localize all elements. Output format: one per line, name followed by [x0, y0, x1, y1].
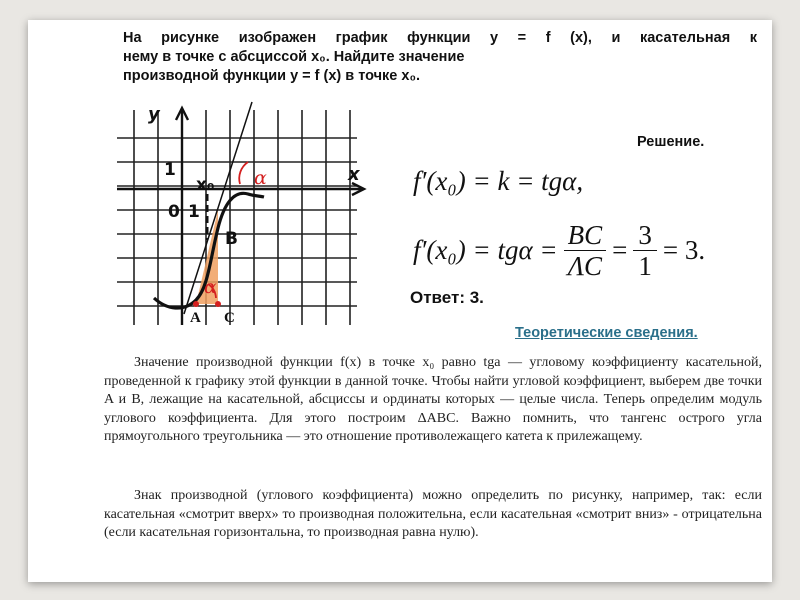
- grid: [117, 110, 357, 325]
- label-one-x: 1: [188, 202, 200, 222]
- theory-paragraph-2: Знак производной (углового коэффициента) можно определить по рисунку, например, так: если касательная «смотрит вверх» то производная положительна, если касательная «смотрит вниз» - отрицательна (если касательная горизонтальна, то производная равна нулю).: [104, 488, 762, 541]
- task-line-1: На рисунке изображен график функции y = f (x), и касательная к: [123, 30, 757, 46]
- formula-2: [413, 218, 705, 282]
- theory-paragraph-1: Значение производной функции f(x) в точке x₀ равно tga — угловому коэффициенту касательной, проведенной к графику этой функции в данной точке. Чтобы найти угловой коэффициент, выберем две точки A и B, лежащие на касательной, абсциссы и ординаты которых — целые числа. Теперь определим модуль углового коэффициента. Для этого построим ΔABC. Важно помнить, что тангенс острого угла прямоугольного треугольника — это отношение противолежащего катета к прилежащему.: [104, 355, 762, 445]
- point-a: [193, 301, 199, 307]
- solution-label: Решение.: [637, 134, 705, 150]
- theory-link[interactable]: Теоретические сведения.: [515, 325, 698, 341]
- axes: [117, 108, 364, 325]
- answer: Ответ: 3.: [410, 288, 484, 307]
- formula-1: [413, 166, 583, 197]
- label-a: A: [190, 310, 201, 326]
- alpha-arc-top: [239, 162, 248, 184]
- fraction-bc-ac: [564, 220, 607, 281]
- label-zero: 0: [168, 202, 180, 222]
- label-c: C: [224, 310, 235, 326]
- alpha-top-label: α: [254, 167, 267, 189]
- y-axis-label: y: [148, 104, 160, 125]
- fraction-3-numerator: 3: [633, 220, 657, 251]
- function-graph: [112, 100, 382, 330]
- alpha-bottom-label: α: [204, 276, 217, 298]
- x-axis-label: x: [348, 164, 360, 185]
- fraction-bc-numerator: BC: [564, 220, 607, 251]
- task-line-3: производной функции y = f (x) в точке x₀.: [123, 68, 421, 84]
- formula-2-result: = 3.: [662, 234, 706, 265]
- fraction-3-1: [633, 220, 657, 281]
- fraction-1-denominator: 1: [638, 250, 652, 281]
- label-b: B: [225, 229, 238, 249]
- formula-2-lhs: f′(x₀) = tgα =: [413, 234, 558, 265]
- label-one-y: 1: [164, 160, 176, 180]
- label-x0: x₀: [196, 175, 215, 195]
- task-line-2: нему в точке с абсциссой x₀. Найдите значение: [123, 49, 465, 65]
- task-statement: [123, 29, 757, 86]
- formula-1-text: f′(x₀) = k = tgα,: [413, 166, 584, 196]
- equals-sign: =: [612, 234, 628, 265]
- fraction-ac-denominator: ΛC: [567, 250, 603, 281]
- point-c: [215, 301, 221, 307]
